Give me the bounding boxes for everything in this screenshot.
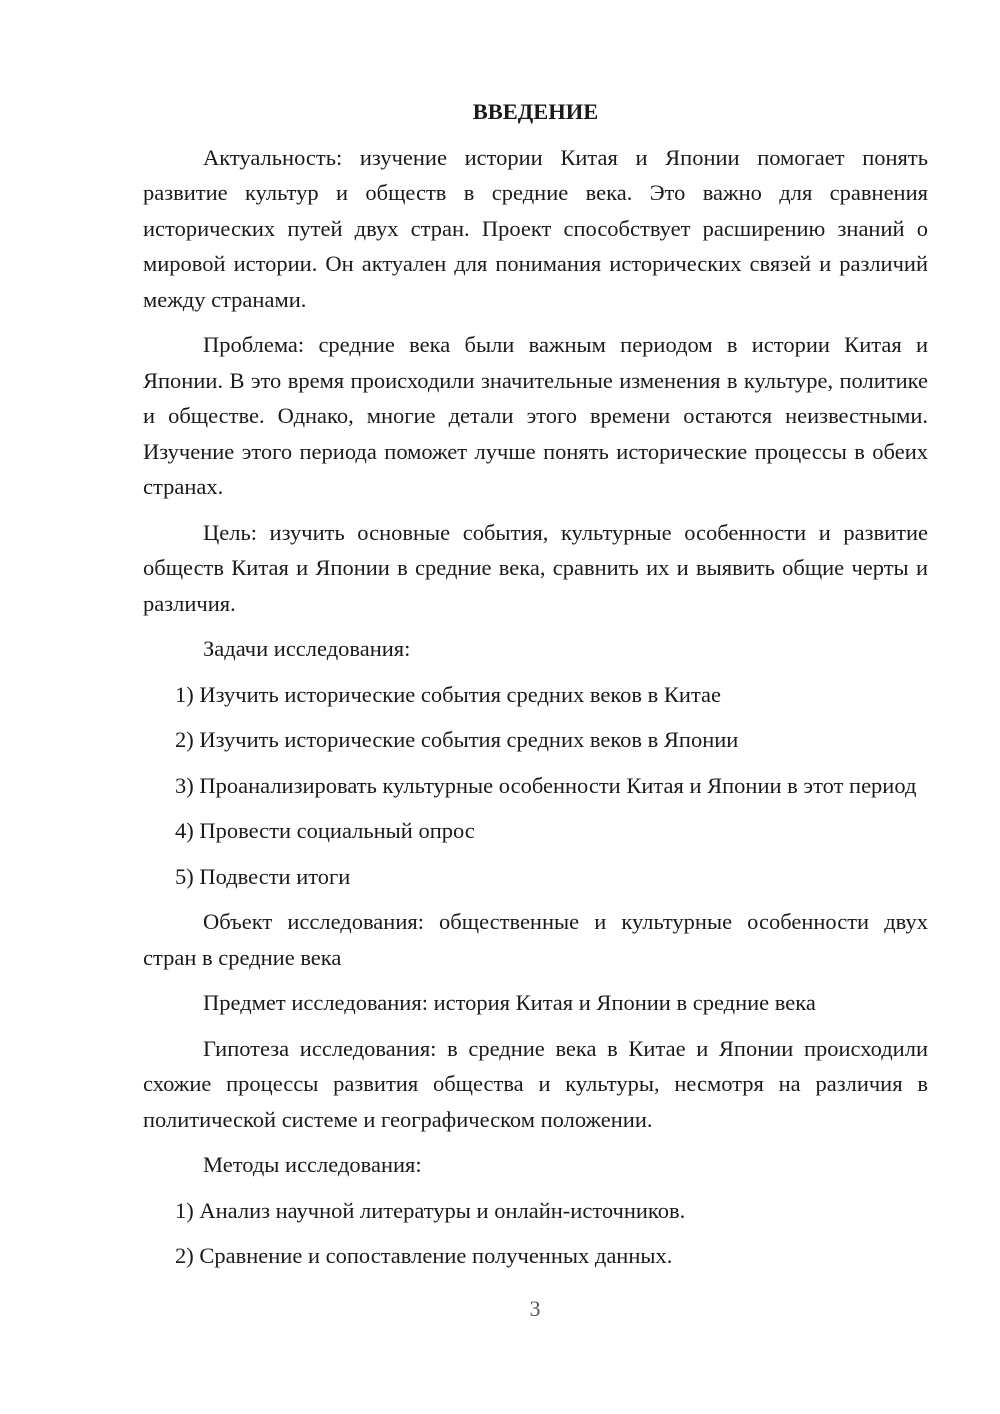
object-paragraph: Объект исследования: общественные и культурные особенности двух стран в средние века	[143, 909, 928, 970]
page-content	[143, 94, 928, 1284]
methods-heading: Методы исследования:	[203, 1152, 422, 1177]
task-item: 2) Изучить исторические события средних веков в Японии	[175, 727, 739, 752]
task-item: 4) Провести социальный опрос	[175, 818, 475, 843]
task-item: 5) Подвести итоги	[175, 863, 351, 889]
problem-paragraph: Проблема: средние века были важным периодом в истории Китая и Японии. В это время происходили значительные изменения в культуре, политике и обществе. Однако, многие детали этого времени остаются неизвестными. Изучение этого периода поможет лучше понять исторические процессы в обеих странах.	[143, 332, 928, 499]
tasks-heading: Задачи исследования:	[203, 636, 411, 661]
relevance-paragraph: Актуальность: изучение истории Китая и Японии помогает понять развитие культур и обществ в средние века. Это важно для сравнения исторических путей двух стран. Проект способствует расширению знаний о мировой истории. Он актуален для понимания исторических связей и различий между странами.	[143, 144, 928, 312]
task-item: 3) Проанализировать культурные особенности Китая и Японии в этот период	[175, 772, 917, 798]
page-number: 3	[529, 1296, 541, 1321]
goal-paragraph: Цель: изучить основные события, культурные особенности и развитие обществ Китая и Японии в средние века, сравнить их и выявить общие черты и различия.	[143, 519, 928, 616]
subject-paragraph: Предмет исследования: история Китая и Японии в средние века	[203, 990, 816, 1015]
method-item: 1) Анализ научной литературы и онлайн-источников.	[175, 1197, 686, 1223]
task-item: 1) Изучить исторические события средних веков в Китае	[175, 681, 722, 707]
page-title: ВВЕДЕНИЕ	[472, 99, 599, 124]
hypothesis-paragraph: Гипотеза исследования: в средние века в Китае и Японии происходили схожие процессы развития общества и культуры, несмотря на различия в политической системе и географическом положении.	[143, 1035, 928, 1132]
method-item: 2) Сравнение и сопоставление полученных данных.	[175, 1243, 673, 1268]
